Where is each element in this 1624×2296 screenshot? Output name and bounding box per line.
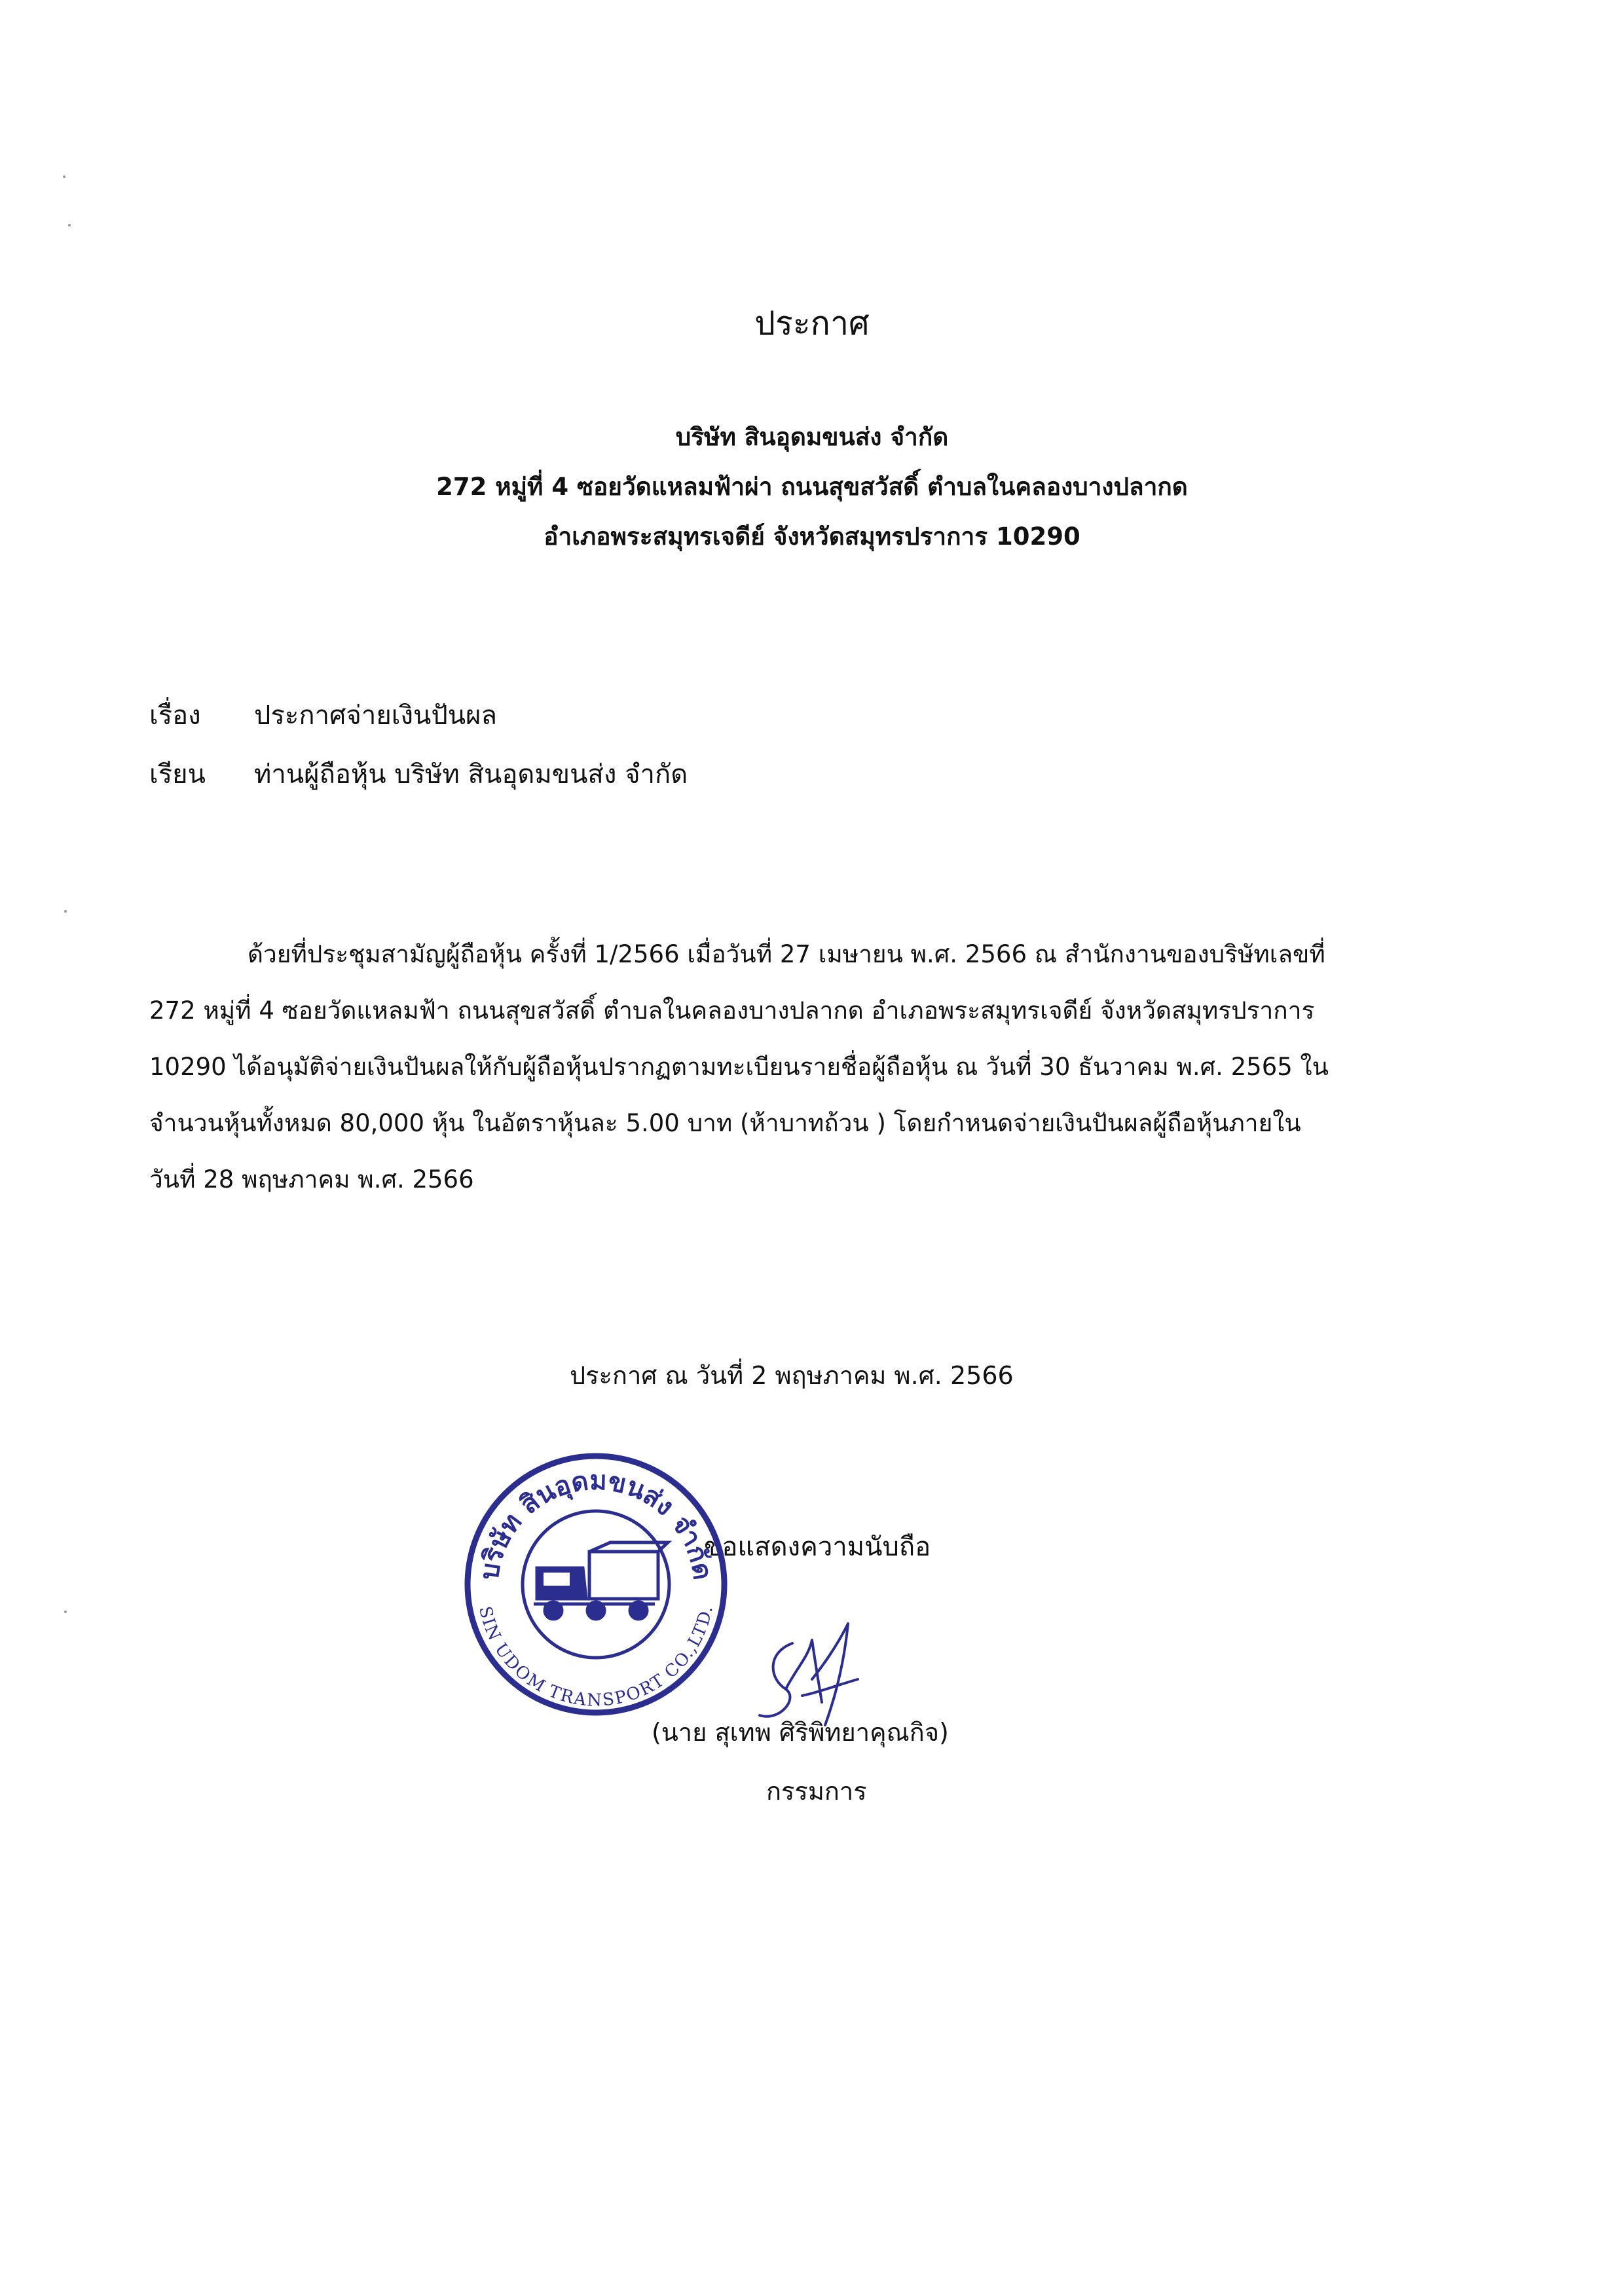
recipient-line	[149, 753, 688, 795]
body-line: วันที่ 28 พฤษภาคม พ.ศ. 2566	[149, 1165, 474, 1194]
company-seal	[458, 1447, 733, 1722]
truck-icon	[534, 1542, 668, 1619]
recipient-value: ท่านผู้ถือหุ้น บริษัท สินอุดมขนส่ง จำกัด	[254, 759, 688, 790]
signer-name: (นาย สุเทพ ศิริพิทยาคุณกิจ)	[652, 1718, 949, 1747]
signer-title: กรรมการ	[766, 1777, 867, 1806]
recipient-label: เรียน	[149, 759, 206, 790]
body-line: จำนวนหุ้นทั้งหมด 80,000 หุ้น ในอัตราหุ้นละ 5.00 บาท (ห้าบาทถ้วน ) โดยกำหนดจ่ายเงินปันผลผู้ถือหุ้นภายใน	[149, 1109, 1301, 1137]
subject-value: ประกาศจ่ายเงินปันผล	[254, 701, 497, 731]
subject-line	[149, 694, 497, 736]
body-line: ด้วยที่ประชุมสามัญผู้ถือหุ้น ครั้งที่ 1/2566 เมื่อวันที่ 27 เมษายน พ.ศ. 2566 ณ สำนักงานของบริษัทเลขที่	[248, 940, 1325, 968]
company-header	[0, 412, 1624, 562]
company-name: บริษัท สินอุดมขนส่ง จำกัด	[675, 423, 949, 451]
scan-artifact	[68, 224, 71, 227]
body-line: 272 หมู่ที่ 4 ซอยวัดแหลมฟ้า ถนนสุขสวัสดิ์ ตำบลในคลองบางปลากด อำเภอพระสมุทรเจดีย์ จังหวัดสมุทรปราการ	[149, 996, 1315, 1025]
signature-stroke	[760, 1624, 858, 1725]
body-line: 10290 ได้อนุมัติจ่ายเงินปันผลให้กับผู้ถือหุ้นปรากฏตามทะเบียนรายชื่อผู้ถือหุ้น ณ วันที่ 30 ธันวาคม พ.ศ. 2565 ใน	[149, 1053, 1329, 1081]
document-title: ประกาศ	[754, 304, 870, 342]
scan-artifact	[64, 910, 67, 913]
company-address-line1: 272 หมู่ที่ 4 ซอยวัดแหลมฟ้าผ่า ถนนสุขสวัสดิ์ ตำบลในคลองบางปลากด	[436, 473, 1188, 501]
seal-text-top: บริษัท สินอุดมขนส่ง จำกัด	[474, 1465, 718, 1582]
closing-salutation: ขอแสดงความนับถือ	[704, 1532, 931, 1562]
scan-artifact	[63, 175, 65, 178]
seal-text-bottom: SIN UDOM TRANSPORT CO.,LTD.	[475, 1604, 717, 1711]
company-address-line2: อำเภอพระสมุทรเจดีย์ จังหวัดสมุทรปราการ 10290	[544, 522, 1080, 551]
scan-artifact	[64, 1611, 67, 1613]
subject-label: เรื่อง	[149, 701, 201, 731]
body-paragraph	[149, 926, 1502, 1208]
announce-date: ประกาศ ณ วันที่ 2 พฤษภาคม พ.ศ. 2566	[570, 1361, 1014, 1390]
